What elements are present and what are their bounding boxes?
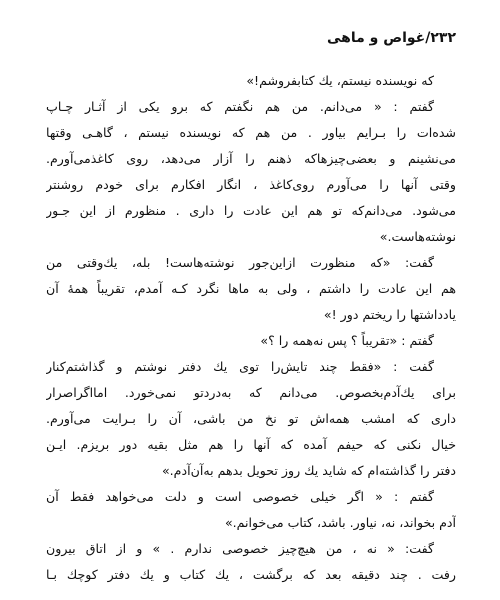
text-line: که نویسنده نیستم، یك کتابفروشم!» <box>246 73 434 88</box>
text-line: گفت: «که منظورت از‌این‌جور نوشته‌هاست! بله، یك‌وقتی من <box>46 255 434 270</box>
text-line: هم این عادت را داشتم ، ولی به ماها نگرد کـه آمدم، تقریباً همهٔ آن <box>46 281 456 296</box>
text-line: داری که امشب همه‌اش تو نخ من باشی، آن را بـرایت می‌آورم. <box>46 411 456 426</box>
text-line: آدم بخواند، نه، نیاور. باشد، کتاب می‌خوانم.» <box>224 515 456 530</box>
text-line: گفت: « نه ، من هیچ‌چیز خصوصی ندارم . » و از اتاق بیرون <box>46 541 434 556</box>
text-line: گفتم : « اگر خیلی خصوصی است و دلت می‌خواهد فقط آن <box>46 489 434 504</box>
text-line: گفت : «فقط چند تایش‌را توی یك دفتر نوشتم و گذاشتم‌کنار <box>46 359 434 374</box>
text-line: می‌نشینم و بعضی‌چیزها‌که ذهنم را آزار می‌دهد، روی کاغذمی‌آورم. <box>46 151 456 166</box>
text-line: نوشته‌هاست.» <box>379 229 456 244</box>
body-text <box>46 68 456 588</box>
text-line: دفتر را گذاشته‌ام که شاید یك روز تحویل بدهم به‌آن‌آدم.» <box>161 463 456 478</box>
text-line: شده‌ات را بـرایم بیاور . من هم که نویسنده نیستم ، گاهـی وقتها <box>46 125 456 140</box>
text-line: وقتی آنها را می‌آورم روی‌کاغذ ، انگار افکارم برای خودم روشنتر <box>46 177 456 192</box>
text-line: یادداشتها را ریختم دور !» <box>323 307 456 322</box>
text-line: گفتم : «تقریباً ؟ پس نه‌همه را ؟» <box>260 333 434 348</box>
text-line: رفت . چند دقیقه بعد که برگشت ، یك کتاب و یك دفتر کوچك بـا <box>46 567 456 582</box>
page-header <box>44 30 456 46</box>
running-head: ۲۳۲/غواص و ماهی <box>327 30 456 46</box>
text-line: برای یك‌آدم‌بخصوص. می‌دانم که به‌دردتو نمی‌خورد. اما‌اگراصرار <box>46 385 456 400</box>
text-line: می‌شود. می‌دانم‌که تو هم این عادت را داری . منظورم از این جـور <box>46 203 456 218</box>
text-line: خیال نکنی که حیفم آمده که آنها را هم مثل بقیه دور بریزم. ایـن <box>46 437 456 452</box>
text-line: گفتم : « می‌دانم. من هم نگفتم که برو یکی از آثـار چـاپ <box>46 99 434 114</box>
